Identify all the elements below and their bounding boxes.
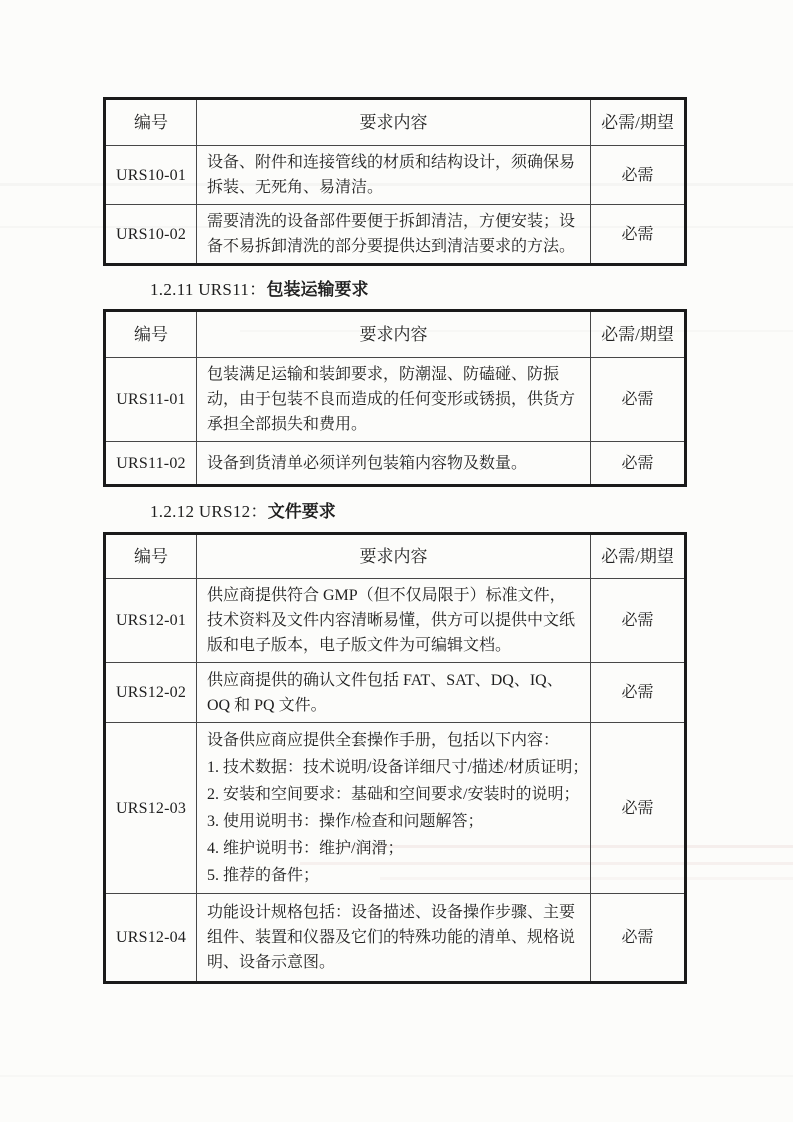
req-id: URS11-02 — [105, 442, 197, 486]
col-header-content: 要求内容 — [197, 534, 591, 579]
table-row — [105, 146, 686, 205]
table-row — [105, 205, 686, 265]
req-content — [197, 579, 591, 663]
req-content-text: 供应商提供符合 GMP（但不仅局限于）标准文件，技术资料及文件内容清晰易懂，供方可以提供中文纸版和电子版本，电子版文件为可编辑文档。 — [207, 587, 576, 654]
table-row — [105, 579, 686, 663]
req-content — [197, 358, 591, 442]
scan-streak — [0, 1075, 793, 1077]
req-id: URS12-02 — [105, 663, 197, 723]
col-header-id: 编号 — [105, 311, 197, 358]
col-header-priority: 必需/期望 — [591, 99, 686, 146]
req-content — [197, 723, 591, 894]
section-heading-urs11 — [150, 278, 684, 302]
urs10-table — [103, 97, 687, 266]
page-content — [103, 97, 684, 984]
req-content-text: 包装满足运输和装卸要求，防潮湿、防磕碰、防振动，由于包装不良而造成的任何变形或锈损，供货方承担全部损失和费用。 — [207, 366, 576, 433]
table-header-row — [105, 311, 686, 358]
req-content — [197, 442, 591, 486]
col-header-content: 要求内容 — [197, 311, 591, 358]
table-row — [105, 663, 686, 723]
req-priority: 必需 — [591, 663, 686, 723]
req-content — [197, 205, 591, 265]
req-content — [197, 146, 591, 205]
section-number: 1.2.12 URS12： — [150, 502, 268, 521]
req-priority: 必需 — [591, 205, 686, 265]
req-content-item: 4. 维护说明书：维护/润滑； — [207, 840, 404, 857]
req-priority: 必需 — [591, 442, 686, 486]
table-row — [105, 442, 686, 486]
urs12-table — [103, 532, 687, 984]
section-number: 1.2.11 URS11： — [150, 280, 267, 299]
req-id: URS11-01 — [105, 358, 197, 442]
req-id: URS12-04 — [105, 894, 197, 983]
table-row — [105, 723, 686, 894]
table-row — [105, 358, 686, 442]
req-priority: 必需 — [591, 358, 686, 442]
req-content — [197, 663, 591, 723]
req-priority: 必需 — [591, 146, 686, 205]
col-header-id: 编号 — [105, 534, 197, 579]
req-priority: 必需 — [591, 723, 686, 894]
table-header-row — [105, 534, 686, 579]
req-content-text: 供应商提供的确认文件包括 FAT、SAT、DQ、IQ、OQ 和 PQ 文件。 — [207, 671, 563, 714]
req-priority: 必需 — [591, 894, 686, 983]
col-header-priority: 必需/期望 — [591, 311, 686, 358]
req-content-text: 设备到货清单必须详列包装箱内容物及数量。 — [207, 454, 528, 472]
req-id: URS12-01 — [105, 579, 197, 663]
col-header-priority: 必需/期望 — [591, 534, 686, 579]
req-id: URS12-03 — [105, 723, 197, 894]
urs11-table — [103, 309, 687, 487]
req-content-text: 需要清洗的设备部件要便于拆卸清洁，方便安装；设备不易拆卸清洗的部分要提供达到清洁要求的方法。 — [207, 213, 576, 255]
table-header-row — [105, 99, 686, 146]
req-content-item: 1. 技术数据：技术说明/设备详细尺寸/描述/材质证明； — [207, 759, 589, 776]
req-content-item: 5. 推荐的备件； — [207, 867, 320, 884]
req-id: URS10-01 — [105, 146, 197, 205]
col-header-content: 要求内容 — [197, 99, 591, 146]
table-row — [105, 894, 686, 983]
req-content-text: 设备、附件和连接管线的材质和结构设计，须确保易拆装、无死角、易清洁。 — [207, 154, 576, 196]
section-title: 包装运输要求 — [266, 280, 369, 299]
req-content-item: 2. 安装和空间要求：基础和空间要求/安装时的说明； — [207, 786, 580, 803]
req-content — [197, 894, 591, 983]
req-priority: 必需 — [591, 579, 686, 663]
section-title: 文件要求 — [267, 502, 336, 521]
req-content-item: 3. 使用说明书：操作/检查和问题解答； — [207, 813, 484, 830]
section-heading-urs12 — [150, 500, 684, 524]
req-content-text: 功能设计规格包括：设备描述、设备操作步骤、主要组件、装置和仪器及它们的特殊功能的清单、规格说明、设备示意图。 — [207, 904, 576, 971]
col-header-id: 编号 — [105, 99, 197, 146]
req-content-text: 设备供应商应提供全套操作手册，包括以下内容： — [207, 732, 560, 749]
req-id: URS10-02 — [105, 205, 197, 265]
